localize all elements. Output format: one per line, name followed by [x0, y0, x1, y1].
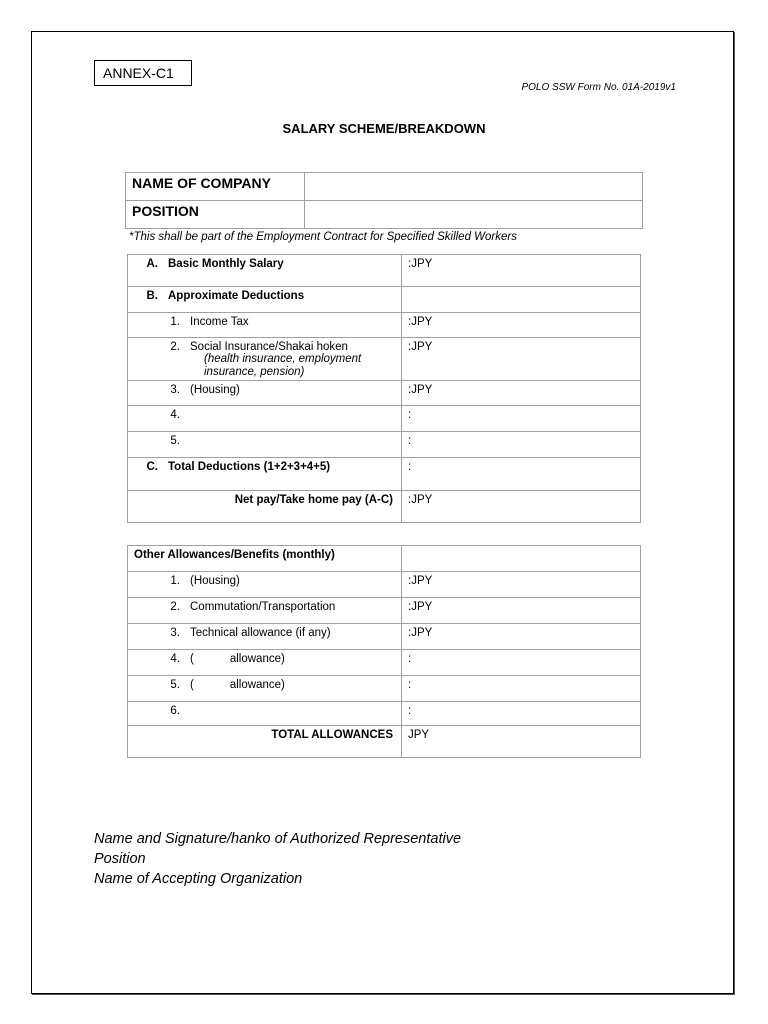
deduction-item-row — [128, 406, 641, 432]
allowances-table — [127, 545, 641, 758]
item-number: 6. — [170, 705, 180, 717]
page-title: SALARY SCHEME/BREAKDOWN — [282, 121, 486, 136]
total-deductions-row — [128, 458, 641, 491]
item-label-close: allowance) — [229, 679, 285, 691]
company-name-row — [126, 173, 643, 201]
salary-table — [127, 254, 641, 523]
item-number: 1. — [170, 316, 180, 328]
deductions-row — [128, 287, 641, 313]
allowance-item-row — [128, 572, 641, 598]
row-letter: B. — [146, 290, 158, 302]
item-label-open: ( — [190, 653, 194, 665]
company-table — [125, 172, 643, 229]
basic-salary-label: Basic Monthly Salary — [168, 258, 284, 270]
allowances-header-value — [402, 546, 641, 572]
item-value[interactable]: :JPY — [402, 624, 641, 650]
item-label-open: ( — [190, 679, 194, 691]
deduction-item-row — [128, 338, 641, 381]
net-pay-value[interactable]: :JPY — [402, 491, 641, 523]
item-sublabel: (health insurance, employment insurance, pension) — [204, 353, 362, 378]
deductions-label: Approximate Deductions — [168, 290, 305, 302]
item-number: 3. — [170, 384, 180, 396]
row-letter: C. — [146, 461, 158, 473]
item-value[interactable]: :JPY — [402, 598, 641, 624]
item-label: (Housing) — [190, 575, 240, 587]
item-value[interactable]: :JPY — [402, 381, 641, 406]
item-number: 5. — [170, 679, 180, 691]
item-number: 2. — [170, 341, 180, 353]
annex-label: ANNEX-C1 — [94, 60, 192, 86]
allowance-item-row — [128, 702, 641, 726]
position-label: POSITION — [126, 201, 305, 229]
item-number: 1. — [170, 575, 180, 587]
deduction-item-row — [128, 432, 641, 458]
item-label: Technical allowance (if any) — [190, 627, 331, 639]
deduction-item-row — [128, 313, 641, 338]
item-label: (Housing) — [190, 384, 240, 396]
item-label: Social Insurance/Shakai hoken — [190, 341, 348, 353]
allowances-header: Other Allowances/Benefits (monthly) — [128, 546, 402, 572]
item-label: Commutation/Transportation — [190, 601, 336, 613]
signature-position-line: Position — [94, 851, 146, 867]
item-value[interactable]: : — [402, 432, 641, 458]
item-value[interactable]: :JPY — [402, 338, 641, 381]
allowance-item-row — [128, 676, 641, 702]
signature-block — [94, 829, 461, 889]
net-pay-label: Net pay/Take home pay (A-C) — [128, 491, 402, 523]
deductions-value[interactable] — [402, 287, 641, 313]
contract-note: *This shall be part of the Employment Contract for Specified Skilled Workers — [129, 231, 517, 243]
position-row — [126, 201, 643, 229]
basic-salary-row — [128, 255, 641, 287]
position-field[interactable] — [305, 201, 643, 229]
total-allowances-value[interactable]: JPY — [402, 726, 641, 758]
allowance-item-row — [128, 624, 641, 650]
company-name-field[interactable] — [305, 173, 643, 201]
item-number: 2. — [170, 601, 180, 613]
item-number: 3. — [170, 627, 180, 639]
item-value[interactable]: : — [402, 650, 641, 676]
item-value[interactable]: :JPY — [402, 572, 641, 598]
total-deductions-value[interactable]: : — [402, 458, 641, 491]
item-value[interactable]: : — [402, 676, 641, 702]
company-name-label: NAME OF COMPANY — [126, 173, 305, 201]
allowance-item-row — [128, 598, 641, 624]
total-allowances-label: TOTAL ALLOWANCES — [128, 726, 402, 758]
item-value[interactable]: : — [402, 406, 641, 432]
net-pay-row — [128, 491, 641, 523]
item-label: Income Tax — [190, 316, 249, 328]
item-label-close: allowance) — [229, 653, 285, 665]
allowance-item-row — [128, 650, 641, 676]
total-allowances-row — [128, 726, 641, 758]
basic-salary-value[interactable]: :JPY — [402, 255, 641, 287]
form-number: POLO SSW Form No. 01A-2019v1 — [521, 82, 676, 93]
item-value[interactable]: : — [402, 702, 641, 726]
row-letter: A. — [146, 258, 158, 270]
allowances-header-row — [128, 546, 641, 572]
item-number: 4. — [170, 653, 180, 665]
item-value[interactable]: :JPY — [402, 313, 641, 338]
item-number: 4. — [170, 409, 180, 421]
signature-organization-line: Name of Accepting Organization — [94, 871, 303, 887]
signature-line: Name and Signature/hanko of Authorized Representative — [94, 831, 462, 847]
item-number: 5. — [170, 435, 180, 447]
deduction-item-row — [128, 381, 641, 406]
total-deductions-label: Total Deductions (1+2+3+4+5) — [168, 461, 331, 473]
